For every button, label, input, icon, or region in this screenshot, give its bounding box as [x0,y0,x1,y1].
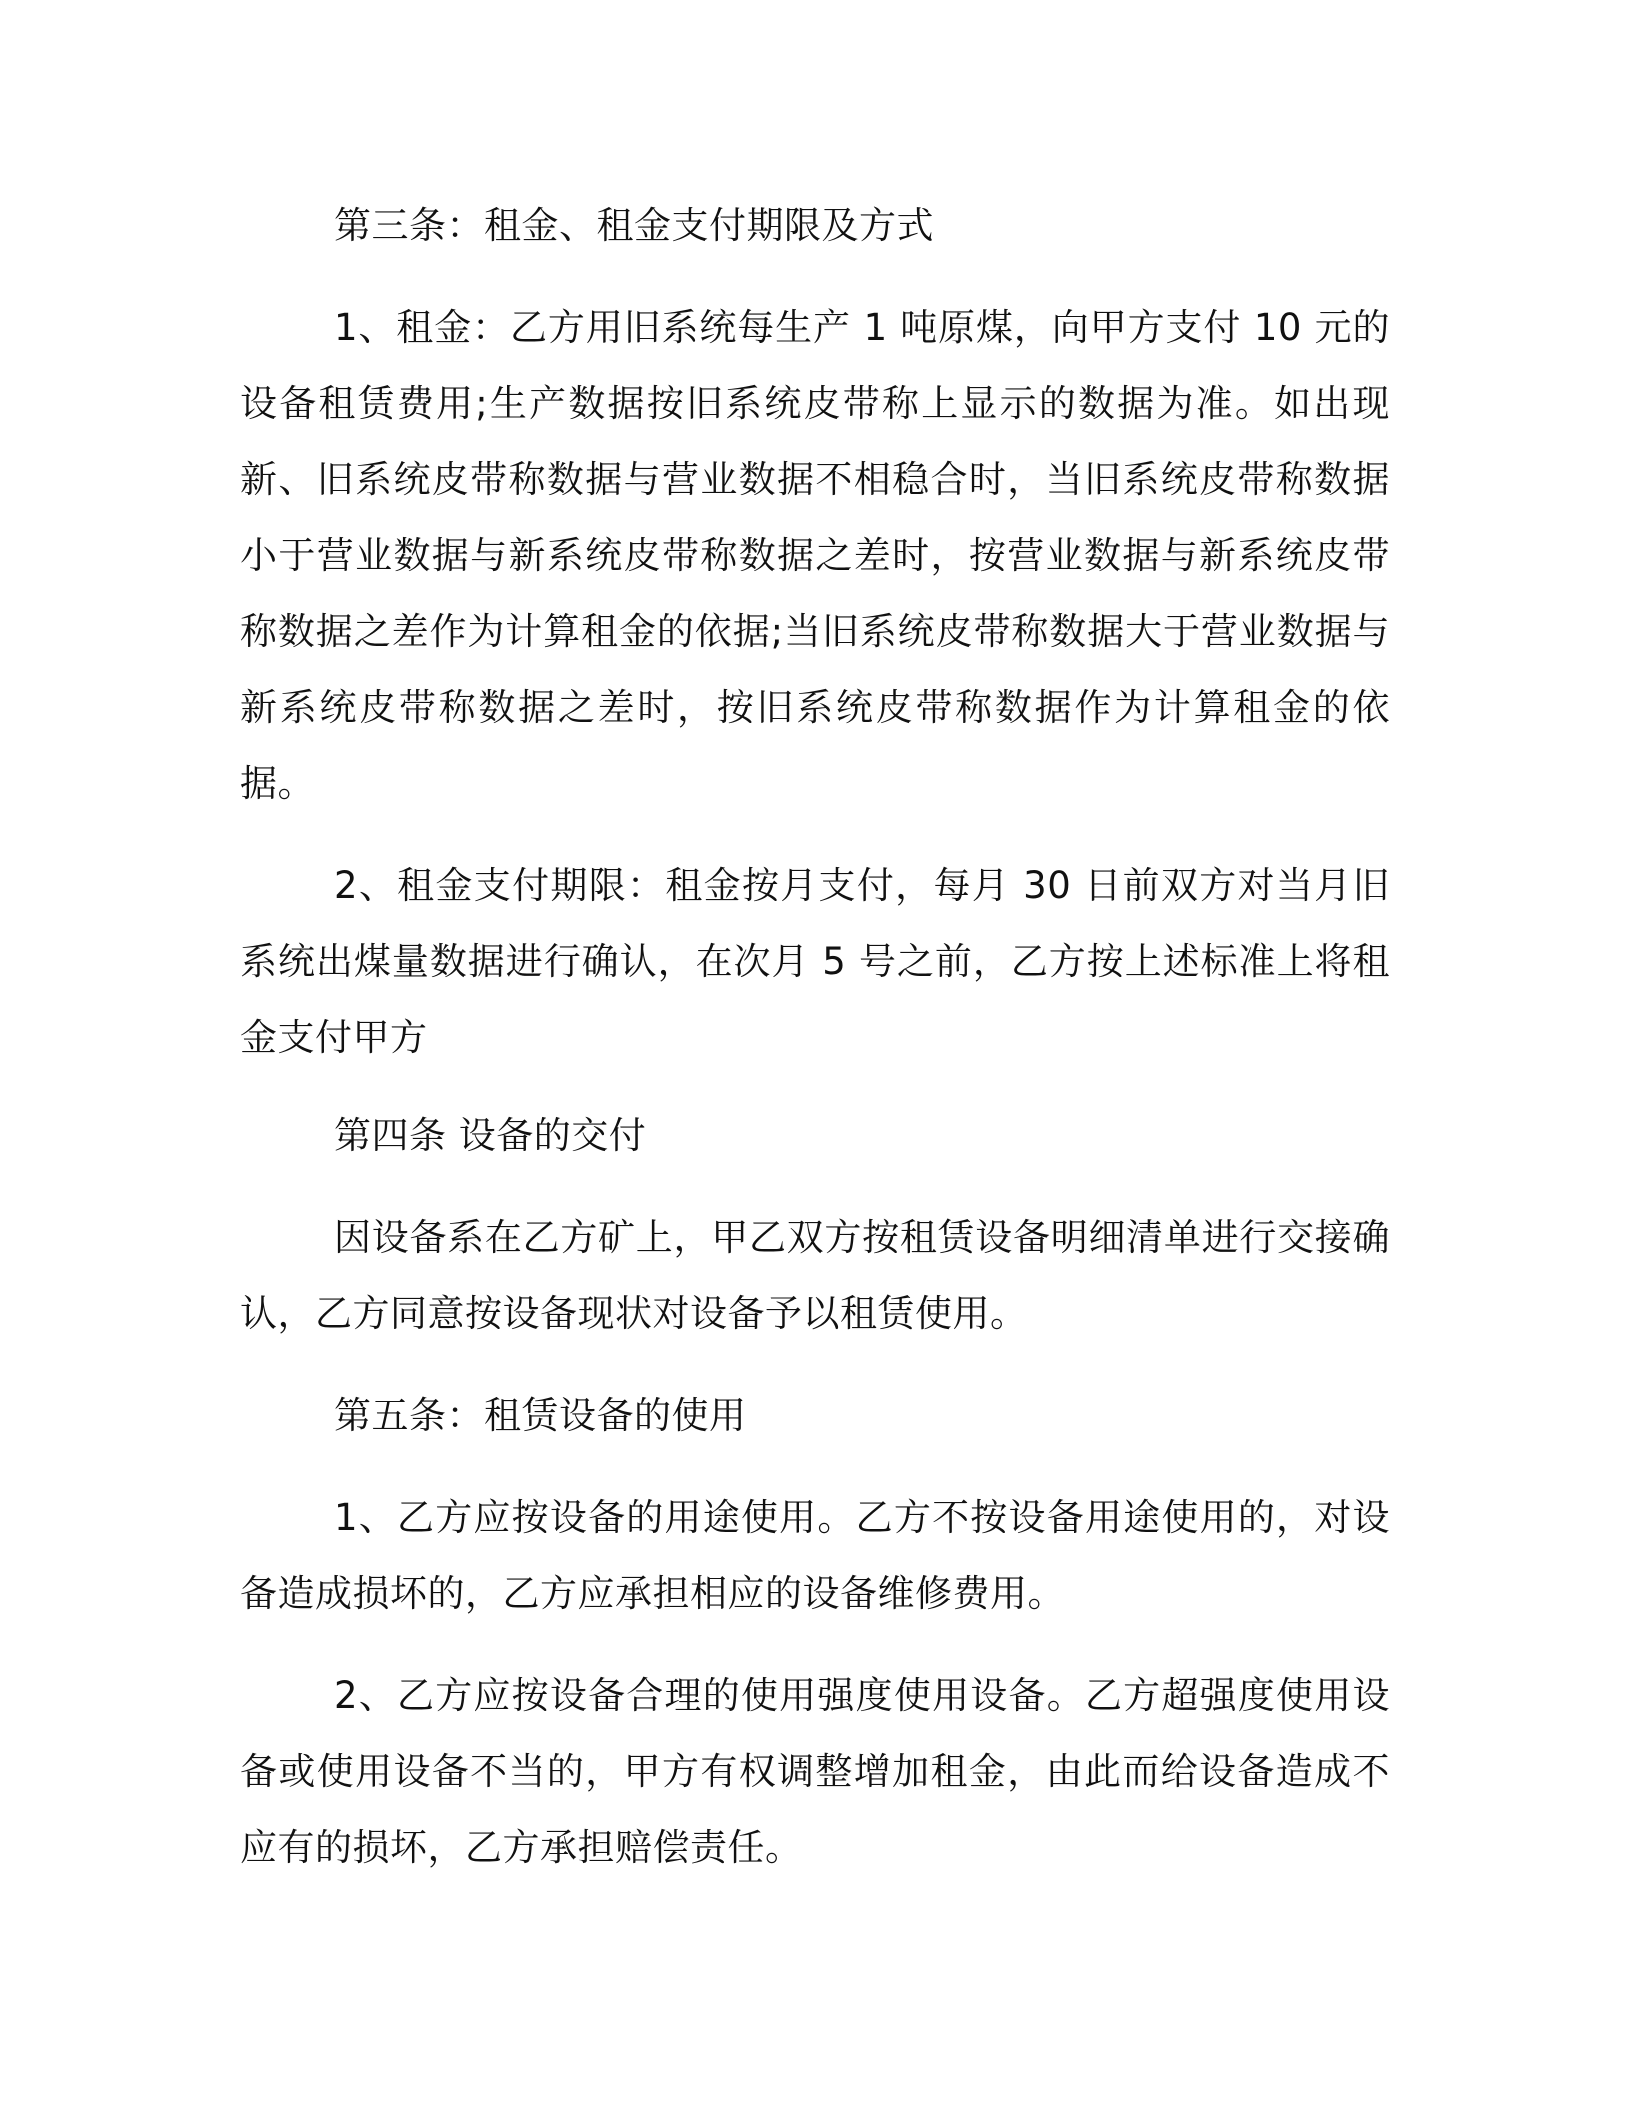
article-3-item-2: 2、租金支付期限：租金按月支付，每月 30 日前双方对当月旧系统出煤量数据进行确认，在次月 5 号之前，乙方按上述标准上将租金支付甲方 [240,864,1390,1059]
article-4-heading: 第四条 设备的交付 [334,1114,647,1157]
article-5-item-1: 1、乙方应按设备的用途使用。乙方不按设备用途使用的，对设备造成损坏的，乙方应承担相应的设备维修费用。 [240,1496,1390,1615]
article-5-heading: 第五条：租赁设备的使用 [334,1394,747,1437]
article-4-body: 因设备系在乙方矿上，甲乙双方按租赁设备明细清单进行交接确认，乙方同意按设备现状对设备予以租赁使用。 [240,1216,1390,1335]
article-3-heading: 第三条：租金、租金支付期限及方式 [334,204,934,247]
document-page [240,188,1390,1886]
article-5-item-2: 2、乙方应按设备合理的使用强度使用设备。乙方超强度使用设备或使用设备不当的，甲方有权调整增加租金，由此而给设备造成不应有的损坏，乙方承担赔偿责任。 [240,1674,1390,1869]
article-3-item-1: 1、租金：乙方用旧系统每生产 1 吨原煤，向甲方支付 10 元的设备租赁费用;生产数据按旧系统皮带称上显示的数据为准。如出现新、旧系统皮带称数据与营业数据不相稳合时，当旧系统皮带称数据小于营业数据与新系统皮带称数据之差时，按营业数据与新系统皮带称数据之差作为计算租金的依据;当旧系统皮带称数据大于营业数据与新系统皮带称数据之差时，按旧系统皮带称数据作为计算租金的依据。 [240,306,1390,805]
